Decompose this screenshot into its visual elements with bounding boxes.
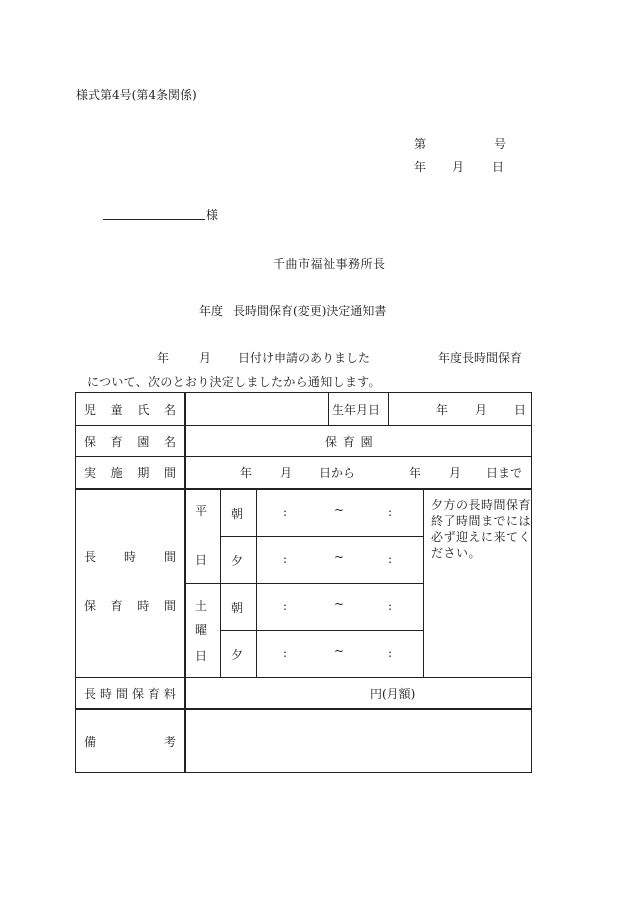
- label-column-divider: [184, 393, 186, 773]
- time-colon: :: [388, 599, 393, 613]
- remarks-label: 備 考: [84, 735, 176, 749]
- title-main: 長時間保育(変更)決定通知書: [233, 304, 387, 318]
- form-number: 様式第4号(第4条関係): [76, 88, 197, 102]
- issue-day: 日: [492, 160, 505, 174]
- lead-month: 月: [199, 351, 212, 365]
- column-divider: [328, 393, 329, 425]
- hours-label-2: 保 育 時 間: [84, 599, 176, 613]
- time-colon: :: [283, 646, 288, 660]
- time-colon: :: [283, 552, 288, 566]
- time-colon: :: [388, 505, 393, 519]
- column-divider: [388, 393, 389, 425]
- column-divider: [256, 488, 257, 677]
- issuer: 千曲市福祉事務所長: [273, 257, 386, 271]
- fee-label: 長 時 間 保 育 料: [84, 687, 176, 701]
- number-suffix: 号: [494, 137, 507, 151]
- birth-date-label: 生年月日: [332, 403, 381, 417]
- row-divider: [76, 488, 531, 490]
- time-tilde: ~: [334, 644, 345, 658]
- child-name-label: 児 童 氏 名: [84, 403, 176, 417]
- nursery-name-label: 保 育 園 名: [84, 435, 176, 449]
- birth-day: 日: [514, 403, 527, 417]
- row-divider: [76, 456, 531, 457]
- period-end-day: 日まで: [486, 466, 523, 480]
- time-colon: :: [283, 599, 288, 613]
- weekday-char-2: 日: [195, 553, 208, 567]
- period-label: 実 施 期 間: [84, 466, 176, 480]
- time-colon: :: [388, 552, 393, 566]
- row-divider: [220, 630, 423, 631]
- issue-month: 月: [452, 160, 465, 174]
- saturday-morning-label: 朝: [231, 601, 244, 615]
- number-prefix: 第: [414, 137, 427, 151]
- saturday-evening-label: 夕: [231, 648, 244, 662]
- saturday-char-1: 土: [195, 599, 208, 613]
- row-divider: [220, 536, 423, 537]
- pickup-note: 夕方の長時間保育終了時間までには必ず迎えに来てください。: [431, 498, 532, 560]
- time-colon: :: [283, 505, 288, 519]
- lead-year: 年: [157, 351, 170, 365]
- period-start-day: 日から: [319, 466, 356, 480]
- weekday-morning-label: 朝: [231, 507, 244, 521]
- row-divider: [76, 677, 531, 678]
- saturday-char-3: 日: [195, 649, 208, 663]
- issue-year: 年: [414, 160, 427, 174]
- weekday-evening-label: 夕: [231, 554, 244, 568]
- document-title: [199, 302, 386, 319]
- nursery-value: 保 育 園: [325, 435, 374, 449]
- decision-table: [75, 392, 532, 773]
- row-divider: [76, 425, 531, 426]
- weekday-char-1: 平: [195, 504, 208, 518]
- lead-line-2: について、次のとおり決定しましたから通知します。: [87, 375, 381, 389]
- addressee-honorific: 様: [206, 208, 219, 222]
- row-divider: [76, 708, 531, 710]
- period-end-month: 月: [449, 466, 462, 480]
- time-tilde: ~: [334, 597, 345, 611]
- lead-fiscal: 年度長時間保育: [438, 351, 523, 365]
- period-start-month: 月: [280, 466, 293, 480]
- column-divider: [220, 488, 221, 677]
- time-tilde: ~: [334, 550, 345, 564]
- addressee-blank-line: [103, 219, 205, 220]
- document-number: [414, 135, 507, 152]
- time-tilde: ~: [334, 503, 345, 517]
- hours-label-1: 長 時 間: [84, 550, 176, 564]
- lead-applied: 日付け申請のありました: [238, 351, 371, 365]
- title-year: 年度: [199, 304, 224, 318]
- time-colon: :: [388, 646, 393, 660]
- period-end-year: 年: [409, 466, 422, 480]
- fee-unit: 円(月額): [370, 687, 416, 701]
- column-divider: [423, 488, 424, 677]
- birth-month: 月: [475, 403, 488, 417]
- period-start-year: 年: [240, 466, 253, 480]
- saturday-char-2: 曜: [195, 623, 208, 637]
- birth-year: 年: [436, 403, 449, 417]
